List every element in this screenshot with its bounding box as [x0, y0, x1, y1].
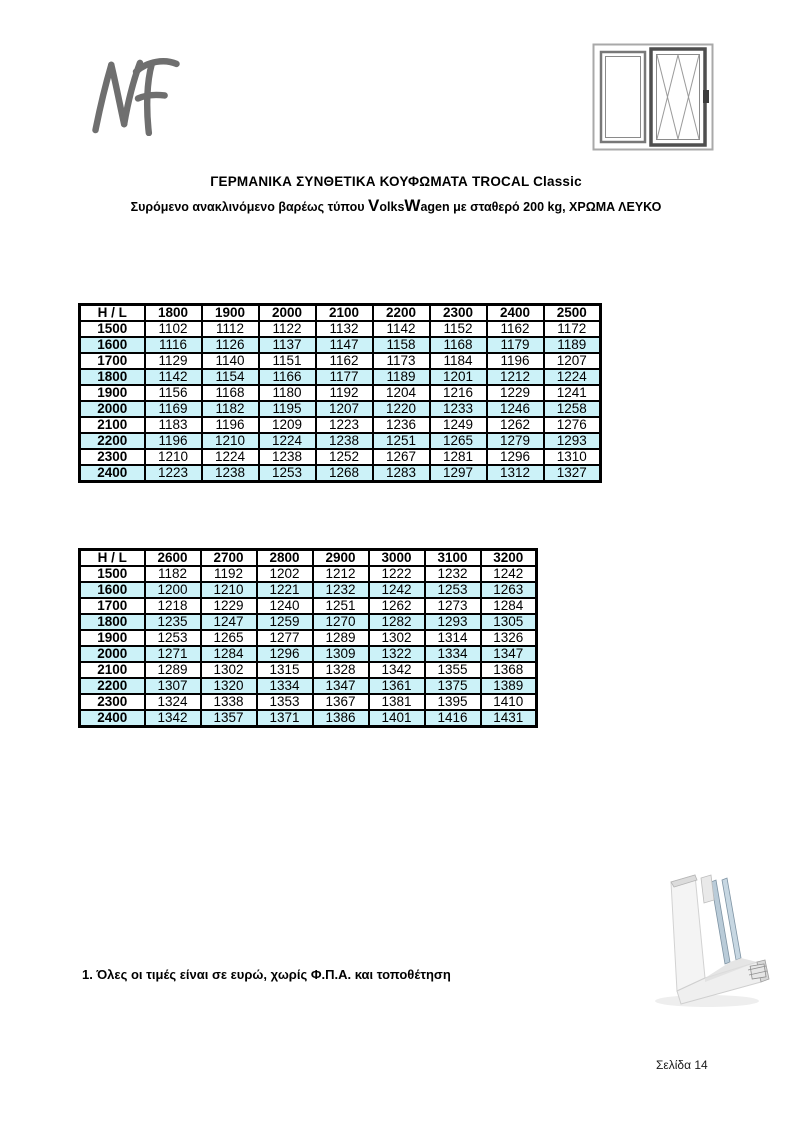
- price-cell: 1238: [202, 465, 259, 482]
- price-cell: 1122: [259, 321, 316, 337]
- price-cell: 1196: [202, 417, 259, 433]
- price-cell: 1240: [257, 598, 313, 614]
- price-cell: 1183: [145, 417, 202, 433]
- price-cell: 1247: [201, 614, 257, 630]
- price-cell: 1222: [369, 566, 425, 582]
- price-cell: 1293: [544, 433, 601, 449]
- column-header: 2100: [316, 305, 373, 322]
- price-cell: 1218: [145, 598, 201, 614]
- price-cell: 1375: [425, 678, 481, 694]
- price-cell: 1251: [313, 598, 369, 614]
- price-cell: 1262: [487, 417, 544, 433]
- price-cell: 1249: [430, 417, 487, 433]
- price-cell: 1277: [257, 630, 313, 646]
- row-header: 1600: [80, 337, 145, 353]
- price-cell: 1327: [544, 465, 601, 482]
- table-row: [80, 678, 537, 694]
- price-cell: 1320: [201, 678, 257, 694]
- price-cell: 1302: [201, 662, 257, 678]
- price-cell: 1305: [481, 614, 537, 630]
- price-cell: 1147: [316, 337, 373, 353]
- column-header: 1900: [202, 305, 259, 322]
- price-cell: 1129: [145, 353, 202, 369]
- row-header: 1900: [80, 630, 145, 646]
- price-cell: 1221: [257, 582, 313, 598]
- price-cell: 1112: [202, 321, 259, 337]
- price-table-widths-2600-3200: [78, 548, 538, 728]
- price-cell: 1223: [145, 465, 202, 482]
- price-cell: 1381: [369, 694, 425, 710]
- page-subtitle: [0, 196, 792, 215]
- price-cell: 1401: [369, 710, 425, 727]
- price-cell: 1347: [481, 646, 537, 662]
- price-cell: 1196: [487, 353, 544, 369]
- price-cell: 1386: [313, 710, 369, 727]
- price-cell: 1342: [369, 662, 425, 678]
- table-row: [80, 401, 601, 417]
- price-cell: 1268: [316, 465, 373, 482]
- price-cell: 1173: [373, 353, 430, 369]
- price-cell: 1353: [257, 694, 313, 710]
- price-cell: 1314: [425, 630, 481, 646]
- price-cell: 1168: [202, 385, 259, 401]
- price-cell: 1312: [487, 465, 544, 482]
- table-row: [80, 433, 601, 449]
- price-cell: 1281: [430, 449, 487, 465]
- price-cell: 1200: [145, 582, 201, 598]
- table-row: [80, 385, 601, 401]
- price-cell: 1241: [544, 385, 601, 401]
- price-cell: 1210: [202, 433, 259, 449]
- price-cell: 1355: [425, 662, 481, 678]
- price-cell: 1132: [316, 321, 373, 337]
- row-header: 1700: [80, 353, 145, 369]
- price-cell: 1182: [145, 566, 201, 582]
- price-cell: 1224: [544, 369, 601, 385]
- price-cell: 1229: [201, 598, 257, 614]
- price-cell: 1265: [430, 433, 487, 449]
- row-header: 1800: [80, 369, 145, 385]
- price-cell: 1235: [145, 614, 201, 630]
- price-cell: 1162: [316, 353, 373, 369]
- price-cell: 1196: [145, 433, 202, 449]
- row-header: 2400: [80, 710, 145, 727]
- price-cell: 1210: [145, 449, 202, 465]
- price-cell: 1233: [430, 401, 487, 417]
- nf-logo: [86, 52, 186, 136]
- price-cell: 1246: [487, 401, 544, 417]
- column-header: 3000: [369, 550, 425, 567]
- column-header: H / L: [80, 550, 145, 567]
- price-cell: 1137: [259, 337, 316, 353]
- price-cell: 1296: [257, 646, 313, 662]
- price-cell: 1116: [145, 337, 202, 353]
- price-cell: 1282: [369, 614, 425, 630]
- column-header: 2700: [201, 550, 257, 567]
- row-header: 2300: [80, 694, 145, 710]
- price-cell: 1224: [202, 449, 259, 465]
- price-cell: 1192: [201, 566, 257, 582]
- column-header: 2900: [313, 550, 369, 567]
- price-cell: 1212: [313, 566, 369, 582]
- price-cell: 1324: [145, 694, 201, 710]
- price-cell: 1126: [202, 337, 259, 353]
- page-title: ΓΕΡΜΑΝΙΚΑ ΣΥΝΘΕΤΙΚΑ ΚΟΥΦΩΜΑΤΑ TROCAL Classic: [210, 174, 582, 189]
- column-header: 3100: [425, 550, 481, 567]
- column-header: H / L: [80, 305, 145, 322]
- page-number: Σελίδα 14: [656, 1058, 708, 1072]
- price-cell: 1152: [430, 321, 487, 337]
- price-cell: 1251: [373, 433, 430, 449]
- price-cell: 1156: [145, 385, 202, 401]
- price-cell: 1151: [259, 353, 316, 369]
- brand-agen: agen: [420, 200, 450, 214]
- header-row: [80, 550, 537, 567]
- row-header: 1500: [80, 321, 145, 337]
- price-cell: 1210: [201, 582, 257, 598]
- price-cell: 1216: [430, 385, 487, 401]
- row-header: 2200: [80, 678, 145, 694]
- table-row: [80, 321, 601, 337]
- price-cell: 1431: [481, 710, 537, 727]
- price-cell: 1229: [487, 385, 544, 401]
- price-cell: 1258: [544, 401, 601, 417]
- column-header: 2800: [257, 550, 313, 567]
- table-row: [80, 417, 601, 433]
- price-cell: 1189: [544, 337, 601, 353]
- price-cell: 1201: [430, 369, 487, 385]
- price-cell: 1289: [313, 630, 369, 646]
- price-cell: 1310: [544, 449, 601, 465]
- price-cell: 1154: [202, 369, 259, 385]
- price-cell: 1297: [430, 465, 487, 482]
- price-cell: 1326: [481, 630, 537, 646]
- price-cell: 1252: [316, 449, 373, 465]
- price-cell: 1166: [259, 369, 316, 385]
- price-cell: 1357: [201, 710, 257, 727]
- price-cell: 1367: [313, 694, 369, 710]
- price-cell: 1162: [487, 321, 544, 337]
- price-cell: 1204: [373, 385, 430, 401]
- row-header: 2100: [80, 417, 145, 433]
- table-row: [80, 449, 601, 465]
- column-header: 2000: [259, 305, 316, 322]
- table-row: [80, 566, 537, 582]
- price-cell: 1212: [487, 369, 544, 385]
- price-cell: 1262: [369, 598, 425, 614]
- price-cell: 1253: [145, 630, 201, 646]
- table-row: [80, 662, 537, 678]
- price-cell: 1296: [487, 449, 544, 465]
- price-cell: 1177: [316, 369, 373, 385]
- price-cell: 1195: [259, 401, 316, 417]
- table-row: [80, 337, 601, 353]
- price-cell: 1232: [425, 566, 481, 582]
- column-header: 1800: [145, 305, 202, 322]
- price-cell: 1263: [481, 582, 537, 598]
- table-row: [80, 694, 537, 710]
- price-cell: 1238: [259, 449, 316, 465]
- table-row: [80, 353, 601, 369]
- pvc-profile-photo: [645, 870, 777, 1010]
- price-cell: 1302: [369, 630, 425, 646]
- price-cell: 1328: [313, 662, 369, 678]
- column-header: 2500: [544, 305, 601, 322]
- price-cell: 1322: [369, 646, 425, 662]
- price-cell: 1309: [313, 646, 369, 662]
- row-header: 2400: [80, 465, 145, 482]
- price-cell: 1416: [425, 710, 481, 727]
- price-cell: 1307: [145, 678, 201, 694]
- column-header: 2400: [487, 305, 544, 322]
- column-header: 2300: [430, 305, 487, 322]
- price-cell: 1209: [259, 417, 316, 433]
- price-cell: 1220: [373, 401, 430, 417]
- price-cell: 1334: [425, 646, 481, 662]
- price-cell: 1265: [201, 630, 257, 646]
- price-cell: 1368: [481, 662, 537, 678]
- column-header: 2200: [373, 305, 430, 322]
- price-cell: 1207: [316, 401, 373, 417]
- row-header: 1600: [80, 582, 145, 598]
- price-cell: 1389: [481, 678, 537, 694]
- price-cell: 1347: [313, 678, 369, 694]
- price-cell: 1338: [201, 694, 257, 710]
- price-cell: 1169: [145, 401, 202, 417]
- price-cell: 1253: [259, 465, 316, 482]
- price-cell: 1158: [373, 337, 430, 353]
- window-handle-icon: [703, 90, 709, 103]
- price-cell: 1267: [373, 449, 430, 465]
- row-header: 2000: [80, 646, 145, 662]
- price-cell: 1180: [259, 385, 316, 401]
- table-row: [80, 369, 601, 385]
- price-cell: 1232: [313, 582, 369, 598]
- price-cell: 1184: [430, 353, 487, 369]
- price-cell: 1276: [544, 417, 601, 433]
- price-cell: 1223: [316, 417, 373, 433]
- price-cell: 1242: [481, 566, 537, 582]
- subtitle-prefix: Συρόμενο ανακλινόμενο βαρέως τύπου: [130, 200, 369, 214]
- price-note: 1. Όλες οι τιμές είναι σε ευρώ, χωρίς Φ.Π.Α. και τοποθέτηση: [82, 967, 451, 982]
- row-header: 2100: [80, 662, 145, 678]
- price-cell: 1334: [257, 678, 313, 694]
- row-header: 1500: [80, 566, 145, 582]
- price-cell: 1242: [369, 582, 425, 598]
- price-cell: 1207: [544, 353, 601, 369]
- price-cell: 1279: [487, 433, 544, 449]
- price-cell: 1172: [544, 321, 601, 337]
- brand-olks: olks: [379, 200, 405, 214]
- row-header: 2200: [80, 433, 145, 449]
- brand-letter-w: W: [404, 196, 421, 215]
- price-cell: 1189: [373, 369, 430, 385]
- header-row: [80, 305, 601, 322]
- row-header: 2000: [80, 401, 145, 417]
- price-cell: 1253: [425, 582, 481, 598]
- window-diagram-icon: [592, 43, 714, 151]
- price-cell: 1284: [201, 646, 257, 662]
- price-cell: 1289: [145, 662, 201, 678]
- price-cell: 1140: [202, 353, 259, 369]
- price-cell: 1284: [481, 598, 537, 614]
- price-cell: 1168: [430, 337, 487, 353]
- row-header: 2300: [80, 449, 145, 465]
- price-cell: 1271: [145, 646, 201, 662]
- table-row: [80, 710, 537, 727]
- price-cell: 1293: [425, 614, 481, 630]
- price-cell: 1142: [373, 321, 430, 337]
- table-row: [80, 465, 601, 482]
- price-cell: 1102: [145, 321, 202, 337]
- row-header: 1900: [80, 385, 145, 401]
- row-header: 1700: [80, 598, 145, 614]
- price-cell: 1283: [373, 465, 430, 482]
- price-cell: 1361: [369, 678, 425, 694]
- price-cell: 1142: [145, 369, 202, 385]
- price-cell: 1270: [313, 614, 369, 630]
- row-header: 1800: [80, 614, 145, 630]
- price-cell: 1224: [259, 433, 316, 449]
- price-cell: 1273: [425, 598, 481, 614]
- table-row: [80, 630, 537, 646]
- brand-letter-v: V: [368, 196, 380, 215]
- subtitle-suffix: με σταθερό 200 kg, ΧΡΩΜΑ ΛΕΥΚΟ: [449, 200, 662, 214]
- price-cell: 1182: [202, 401, 259, 417]
- table-row: [80, 598, 537, 614]
- price-cell: 1202: [257, 566, 313, 582]
- column-header: 2600: [145, 550, 201, 567]
- table-row: [80, 646, 537, 662]
- column-header: 3200: [481, 550, 537, 567]
- price-cell: 1342: [145, 710, 201, 727]
- price-cell: 1259: [257, 614, 313, 630]
- price-cell: 1236: [373, 417, 430, 433]
- price-cell: 1410: [481, 694, 537, 710]
- price-cell: 1371: [257, 710, 313, 727]
- price-cell: 1192: [316, 385, 373, 401]
- table-row: [80, 614, 537, 630]
- price-cell: 1315: [257, 662, 313, 678]
- price-table-widths-1800-2500: [78, 303, 602, 483]
- price-cell: 1395: [425, 694, 481, 710]
- price-cell: 1238: [316, 433, 373, 449]
- table-row: [80, 582, 537, 598]
- price-cell: 1179: [487, 337, 544, 353]
